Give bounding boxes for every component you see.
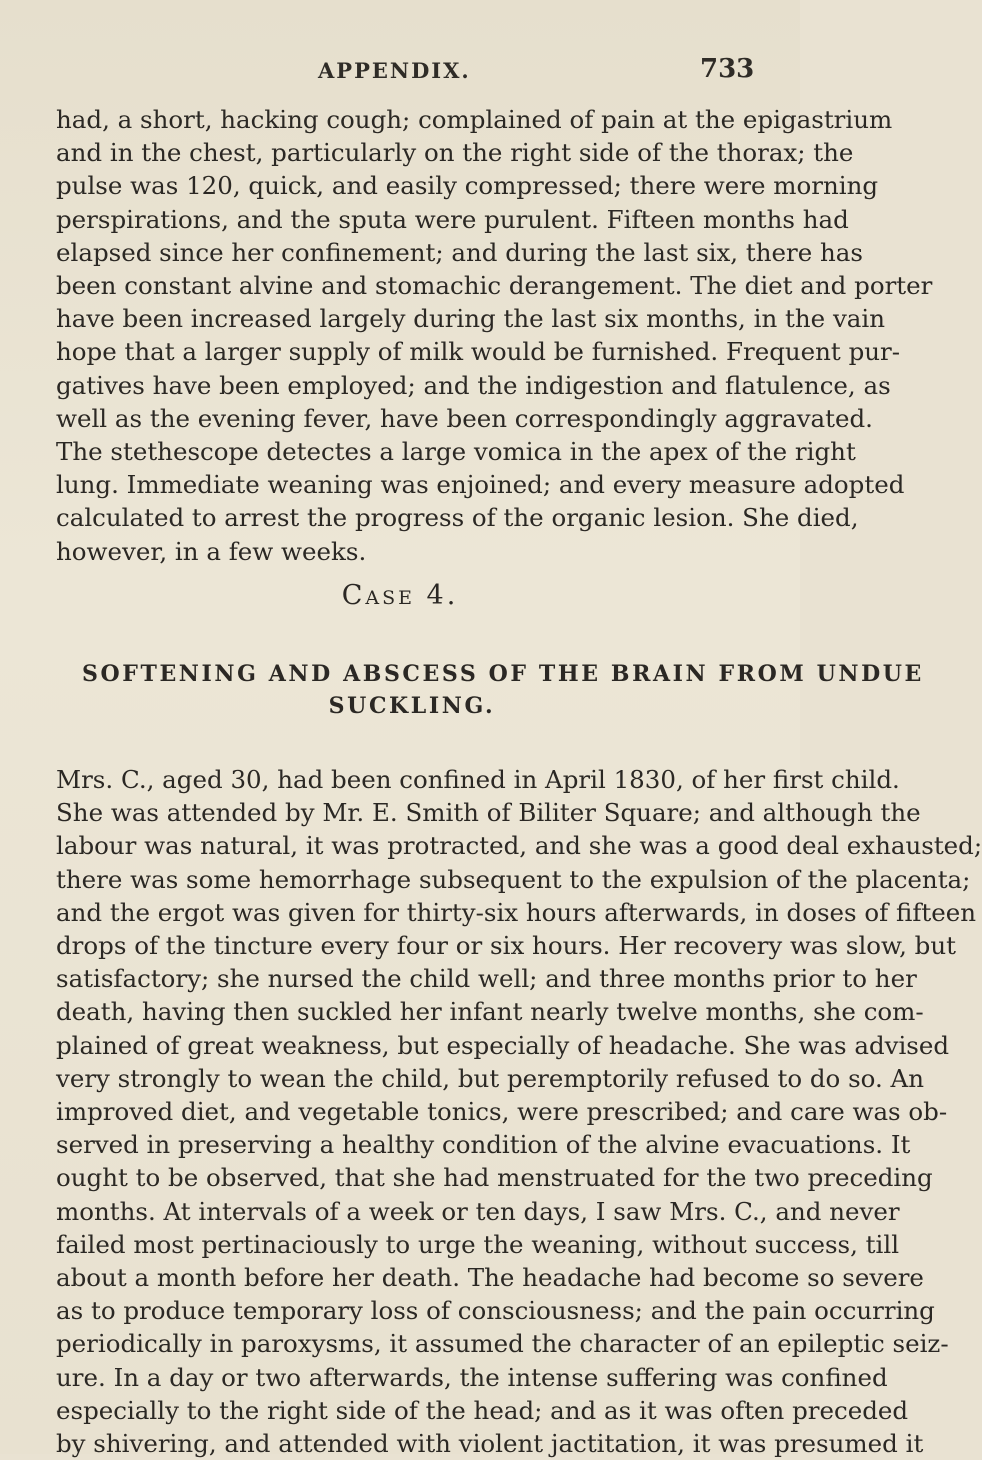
text-line: by shivering, and attended with violent jactitation, it was presumed it (56, 1429, 924, 1459)
text-line: calculated to arrest the progress of the organic lesion. She died, (56, 503, 859, 533)
section-title-line: SUCKLING. (328, 693, 496, 719)
text-line: pulse was 120, quick, and easily compressed; there were morning (56, 171, 879, 201)
text-line: perspirations, and the sputa were purulent. Fifteen months had (56, 204, 849, 234)
case-heading: Case 4. (341, 580, 459, 611)
running-title: APPENDIX. (318, 58, 471, 83)
text-line: hope that a larger supply of milk would be furnished. Frequent pur- (56, 337, 901, 367)
text-line: been constant alvine and stomachic derangement. The diet and porter (56, 271, 933, 301)
text-line: served in preserving a healthy condition of the alvine evacuations. It (56, 1130, 911, 1160)
text-line: months. At intervals of a week or ten days, I saw Mrs. C., and never (56, 1196, 900, 1226)
text-line: however, in a few weeks. (56, 536, 367, 566)
text-line: failed most pertinaciously to urge the weaning, without success, till (56, 1229, 900, 1259)
text-line: about a month before her death. The headache had become so severe (56, 1263, 924, 1293)
text-line: The stethescope detectes a large vomica in the apex of the right (56, 437, 856, 467)
text-line: lung. Immediate weaning was enjoined; and every measure adopted (56, 470, 905, 500)
text-line: well as the evening fever, have been correspondingly aggravated. (56, 403, 873, 433)
text-line: satisfactory; she nursed the child well; and three months prior to her (56, 964, 917, 994)
text-line: labour was natural, it was protracted, and she was a good deal exhausted; (56, 831, 982, 861)
text-line: periodically in paroxysms, it assumed the character of an epileptic seiz- (56, 1329, 949, 1359)
text-line: gatives have been employed; and the indigestion and flatulence, as (56, 370, 891, 400)
running-head (0, 54, 800, 98)
text-line: She was attended by Mr. E. Smith of Biliter Square; and although the (56, 798, 921, 828)
text-line: had, a short, hacking cough; complained of pain at the epigastrium (56, 105, 893, 134)
text-line: death, having then suckled her infant nearly twelve months, she com- (56, 997, 924, 1027)
paragraph-continued (56, 103, 933, 568)
text-line: drops of the tincture every four or six hours. Her recovery was slow, but (56, 931, 956, 961)
text-line: improved diet, and vegetable tonics, were prescribed; and care was ob- (56, 1097, 948, 1127)
text-line: ought to be observed, that she had menstruated for the two preceding (56, 1163, 933, 1193)
text-line: and the ergot was given for thirty-six hours afterwards, in doses of fifteen (56, 897, 977, 927)
text-line: have been increased largely during the last six months, in the vain (56, 304, 886, 334)
text-line: there was some hemorrhage subsequent to the expulsion of the placenta; (56, 864, 971, 894)
section-title (82, 658, 924, 722)
text-line: ure. In a day or two afterwards, the intense suffering was confined (56, 1362, 888, 1392)
text-line: as to produce temporary loss of consciousness; and the pain occurring (56, 1296, 935, 1326)
text-line: elapsed since her confinement; and during the last six, there has (56, 237, 863, 267)
case-paragraph (56, 763, 982, 1460)
text-line: especially to the right side of the head; and as it was often preceded (56, 1395, 909, 1425)
text-line: and in the chest, particularly on the right side of the thorax; the (56, 138, 854, 168)
text-line: plained of great weakness, but especially of headache. She was advised (56, 1030, 950, 1060)
text-line: very strongly to wean the child, but peremptorily refused to do so. An (56, 1063, 925, 1093)
page-number: 733 (700, 54, 755, 84)
text-line: Mrs. C., aged 30, had been confined in April 1830, of her first child. (56, 765, 900, 794)
section-title-line: SOFTENING AND ABSCESS OF THE BRAIN FROM UNDUE (82, 661, 924, 687)
